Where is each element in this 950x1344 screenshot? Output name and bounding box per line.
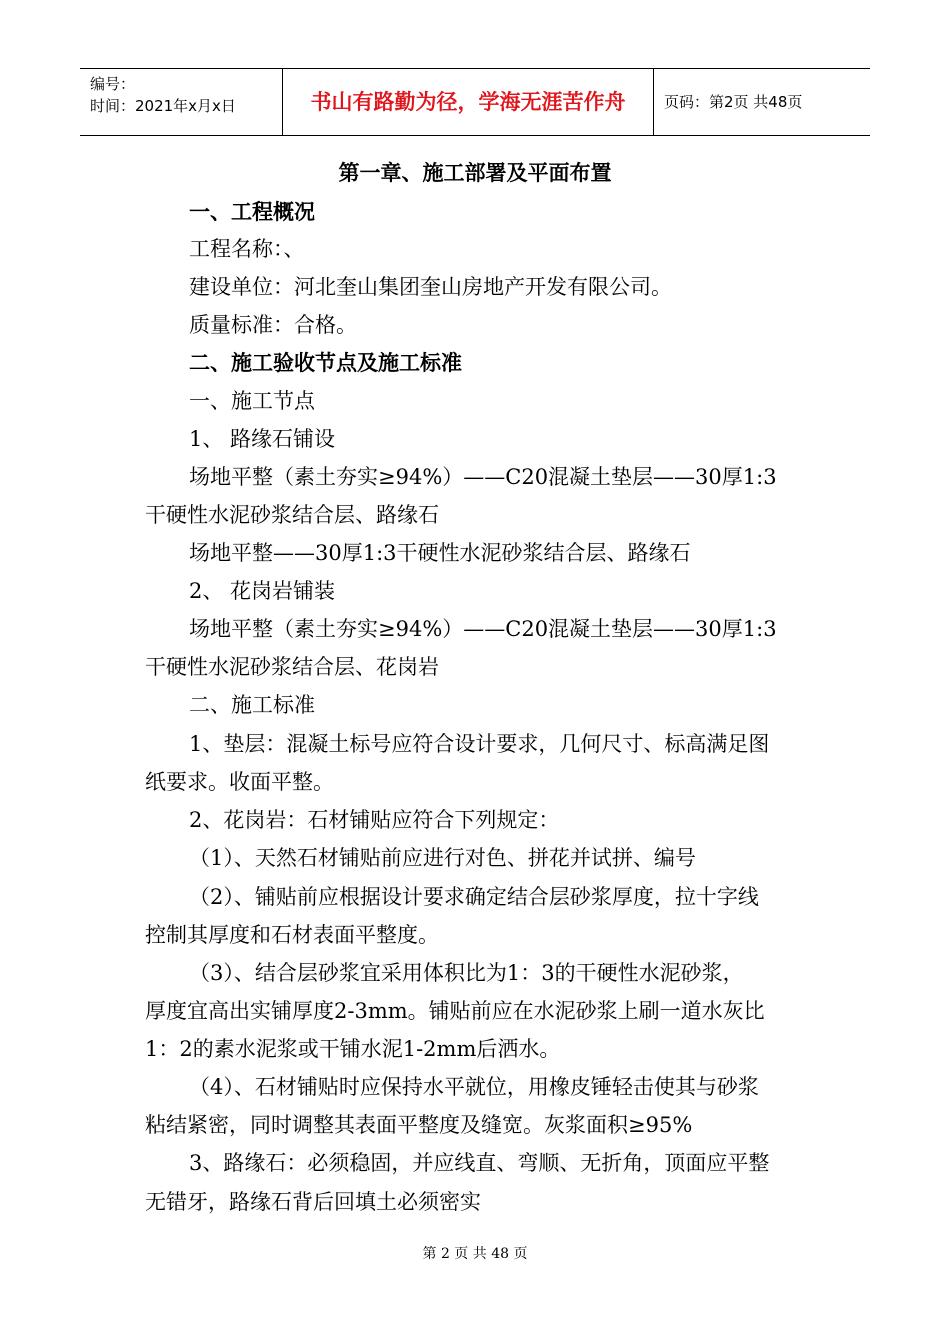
section-heading-acceptance: 二、施工验收节点及施工标准 <box>189 351 462 375</box>
rule-2-cont: 控制其厚度和石材表面平整度。 <box>145 923 439 947</box>
rule-3-cont-1: 厚度宜高出实铺厚度2-3mm。铺贴前应在水泥砂浆上刷一道水灰比 <box>145 999 765 1023</box>
paragraph-cushion: 1、垫层：混凝土标号应符合设计要求，几何尺寸、标高满足图 <box>189 732 770 756</box>
paragraph-granite-rules: 2、花岗岩：石材铺贴应符合下列规定： <box>189 808 560 832</box>
page-footer: 第 2 页 共 48 页 <box>422 1246 528 1262</box>
rule-4-cont: 粘结紧密，同时调整其表面平整度及缝宽。灰浆面积≥95% <box>145 1113 693 1137</box>
rule-2: （2）、铺贴前应根据设计要求确定结合层砂浆厚度，拉十字线 <box>189 885 759 909</box>
paragraph-curbstone-layers-2: 场地平整——30厚1:3干硬性水泥砂浆结合层、路缘石 <box>189 541 691 565</box>
project-name-line: 工程名称：、 <box>189 237 305 261</box>
paragraph-curbstone-layers-1: 场地平整（素土夯实≥94%）——C20混凝土垫层——30厚1:3 <box>189 465 777 489</box>
paragraph-curbstone-layers-1-cont: 干硬性水泥砂浆结合层、路缘石 <box>145 503 439 527</box>
rule-1: （1）、天然石材铺贴前应进行对色、拼花并试拼、编号 <box>189 846 696 870</box>
quality-standard-line: 质量标准：合格。 <box>189 313 357 337</box>
developer-line: 建设单位：河北奎山集团奎山房地产开发有限公司。 <box>189 275 672 299</box>
item-curbstone: 1、 路缘石铺设 <box>189 427 336 451</box>
rule-4: （4）、石材铺贴时应保持水平就位，用橡皮锤轻击使其与砂浆 <box>189 1075 759 1099</box>
paragraph-curbstone-standard: 3、路缘石：必须稳固，并应线直、弯顺、无折角，顶面应平整 <box>189 1151 770 1175</box>
page-header-table <box>80 68 870 136</box>
item-granite-paving: 2、 花岗岩铺装 <box>189 579 336 603</box>
rule-3-cont-2: 1：2的素水泥浆或干铺水泥1-2mm后洒水。 <box>145 1037 561 1061</box>
header-motto: 书山有路勤为径，学海无涯苦作舟 <box>282 69 654 135</box>
document-number-label: 编号： <box>90 75 136 93</box>
rule-3: （3）、结合层砂浆宜采用体积比为1：3的干硬性水泥砂浆， <box>189 961 744 985</box>
document-date-label: 时间：2021年x月x日 <box>90 97 236 115</box>
subheading-standards: 二、施工标准 <box>189 693 315 717</box>
paragraph-granite-layers: 场地平整（素土夯实≥94%）——C20混凝土垫层——30厚1:3 <box>189 617 777 641</box>
paragraph-curbstone-standard-cont: 无错牙，路缘石背后回填土必须密实 <box>145 1190 481 1214</box>
header-page-info: 页码：第2页 共48页 <box>664 93 803 111</box>
header-meta-cell <box>80 69 282 135</box>
paragraph-cushion-cont: 纸要求。收面平整。 <box>145 770 334 794</box>
subheading-nodes: 一、施工节点 <box>189 389 315 413</box>
chapter-title: 第一章、施工部署及平面布置 <box>338 161 612 185</box>
paragraph-granite-layers-cont: 干硬性水泥砂浆结合层、花岗岩 <box>145 655 439 679</box>
section-heading-overview: 一、工程概况 <box>189 200 315 224</box>
